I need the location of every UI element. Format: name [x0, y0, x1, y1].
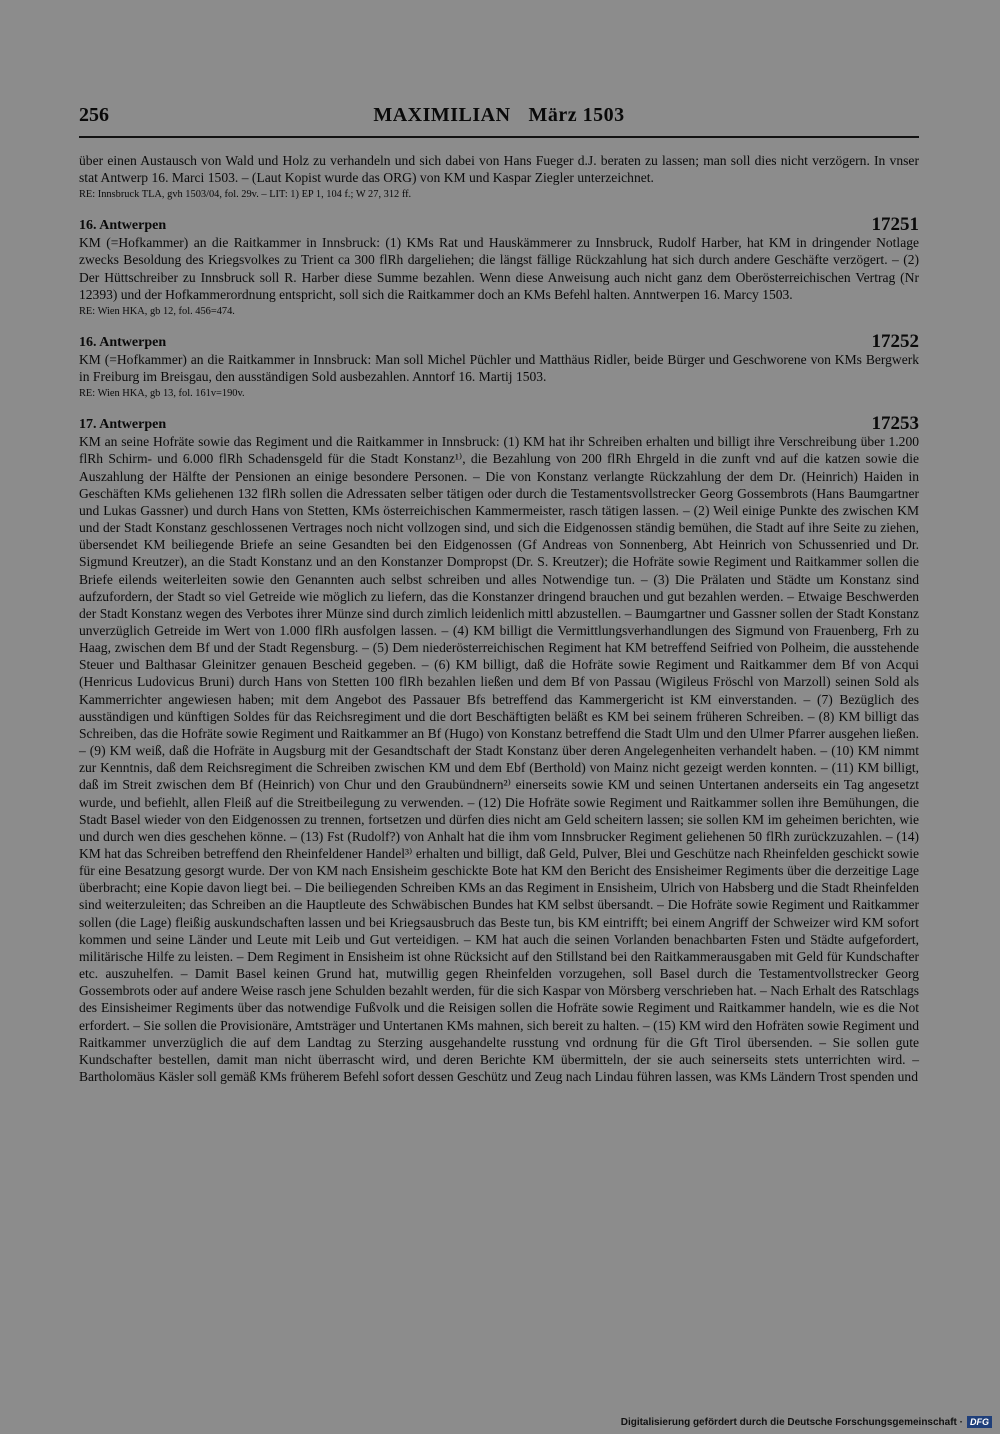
entry-17253	[79, 415, 919, 1085]
entry-date: 17. Antwerpen	[79, 417, 167, 433]
entry-heading	[79, 330, 919, 352]
entry-text: KM (=Hofkammer) an die Raitkammer in Innsbruck: Man soll Michel Püchler und Matthäus Ridler, beide Bürger und Geschworene von KMs Bergwerk in Freiburg im Breisgau, den ausständigen Sold ausbezahlen. Anntorf 16. Martij 1503.	[79, 351, 919, 385]
continuation-reference: RE: Innsbruck TLA, gvh 1503/04, fol. 29v. – LIT: 1) EP 1, 104 f.; W 27, 312 ff.	[79, 189, 412, 201]
running-header	[79, 104, 919, 138]
header-title: MAXIMILIAN	[373, 104, 511, 126]
continuation-text: über einen Austausch von Wald und Holz zu verhandeln und sich dabei von Hans Fueger d.J. beraten zu lassen; man soll dies nicht verzögern. In vnser stat Antwerp 16. Marci 1503. – (Laut Kopist wurde das ORG) von KM und Kaspar Ziegler unterzeichnet.	[79, 153, 919, 186]
page-number: 256	[79, 104, 109, 126]
entry-heading	[79, 415, 919, 433]
entry-date: 16. Antwerpen	[79, 334, 167, 350]
credit-text: Digitalisierung gefördert durch die Deutsche Forschungsgemeinschaft ·	[620, 1416, 963, 1428]
digitization-credit	[621, 1416, 992, 1428]
entry-17251	[79, 216, 919, 319]
entry-text: KM an seine Hofräte sowie das Regiment und die Raitkammer in Innsbruck: (1) KM hat ihr Schreiben erhalten und billigt ihre Verschreibung über 1.200 flRh Schirm- und 6.000 flRh Schadensgeld für die Stadt Konstanz¹⁾, die Bezahlung von 200 flRh Ehrgeld in die zunft vnd auf die katzen sowie die Auszahlung der Hälfte der Pensionen an einige besondere Personen. – Die von Konstanz verlangte Rückzahlung der dem Dr. (Heinrich) Haiden in Geschäften KMs geliehenen 132 flRh sollen die Adressaten selber tätigen oder durch die Testamentsvollstrecker Georg Gossembrots (Hans Baumgartner und Lukas Gassner) und durch Hans von Stetten, KMs österreichischen Kammermeister, rasch tätigen lassen. – (2) Weil einige Punkte des zwischen KM und der Stadt Konstanz geschlossenen Vertrages noch nicht vollzogen sind, und sich die Eidgenossen ständig bemühen, die Stadt auf ihre Seite zu ziehen, übersendet KM beiliegende Briefe an seine Gesandten bei den Eidgenossen (Gf Andreas von Sonnenberg, Abt Heinrich von Schussenried und Dr. Sigmund Kreutzer), an die Stadt Konstanz und an den Konstanzer Dompropst (Dr. S. Kreutzer); die Hofräte sowie Regiment und Raitkammer sollen die Briefe eilends weiterleiten sowie den Genannten auch selbst schreiben und alles Notwendige tun. – (3) Die Prälaten und Städte um Konstanz sind aufzufordern, der Stadt so viel Getreide wie möglich zu liefern, das die Konstanzer dringend brauchen und gut bezahlen werden. – Etwaige Beschwerden der Stadt Konstanz wegen des Verbotes ihrer Münze sind durch zimlich leidenlich mittl abzustellen. – Baumgartner und Gassner sollen der Stadt Konstanz unverzüglich Getreide im Wert von 1.000 flRh ausfolgen lassen. – (4) KM billigt die Vermittlungsverhandlungen des Sigmund von Frauenberg, Frh zu Haag, zwischen dem Bf und der Stadt Regensburg. – (5) Dem niederösterreichischen Regiment hat KM betreffend Seifried von Polheim, die ausstehende Steuer und Balthasar Gleinitzer genauen Bescheid gegeben. – (6) KM billigt, daß die Hofräte sowie Regiment und Raitkammer dem Bf von Acqui (Henricus Ludovicus Bruni) durch Hans von Stetten 100 flRh bezahlen ließen und dem Bf von Passau (Wigileus Fröschl von Marzoll) seinen Sold als Kammerrichter angewiesen haben; mit dem Angebot des Passauer Bfs betreffend das Kammergericht ist KM einverstanden. – (7) Bezüglich des ausständigen und künftigen Soldes für das Reichsregiment und die dort Beschäftigten beläßt es KM bei seinem früheren Schreiben. – (8) KM billigt das Schreiben, das die Hofräte sowie Regiment und Raitkammer an Bf (Hugo) von Konstanz betreffend die Stadt Ulm und den Ulmer Pfarrer ausgehen ließen. – (9) KM weiß, daß die Hofräte in Augsburg mit der Gesandtschaft der Stadt Konstanz über deren Angelegenheiten verhandelt haben. – (10) KM nimmt zur Kenntnis, daß dem Reichsregiment die Schreiben zwischen KM und dem Ebf (Berthold) von Mainz nicht gezeigt werden konnten. – (11) KM billigt, daß im Streit zwischen dem Bf (Heinrich) von Chur und den Graubündnern²⁾ einerseits sowie KM und seinen Untertanen anderseits ein Tag angesetzt wurde, und befiehlt, allen Fleiß auf die Streitbeilegung zu verwenden. – (12) Die Hofräte sowie Regiment und Raitkammer sollen ihre Bemühungen, die Stadt Basel wieder von den Eidgenossen zu trennen, fortsetzen und dürfen dies nicht am Geld scheitern lassen; sie sollen KM im geheimen berichten, wie und durch wen dies geschehen könne. – (13) Fst (Rudolf?) von Anhalt hat die ihm vom Innsbrucker Regiment geliehenen 50 flRh zurückzuzahlen. – (14) KM hat das Schreiben betreffend den Rheinfeldener Handel³⁾ erhalten und billigt, daß Geld, Pulver, Blei und Geschütze nach Rheinfelden geschickt sowie für eine Besatzung gesorgt wurde. Der von KM nach Ensisheim geschickte Bote hat KM den Bericht des Ensisheimer Regiments über die derzeitige Lage überbracht; eine Kopie davon liegt bei. – Die beiliegenden Schreiben KMs an das Regiment in Ensisheim, Ulrich von Habsberg und die Stadt Rheinfelden sind weiterzuleiten; das Schreiben an die Hauptleute des Schwäbischen Bundes hat KM selbst übersandt. – Die Hofräte sowie Regiment und Raitkammer sollen (die Lage) fleißig auskundschaften lassen und bei Kriegsausbruch das Beste tun, bis KM eintrifft; bei einem Angriff der Schweizer wird KM sofort kommen und seine Länder und Leute mit Leib und Gut verteidigen. – KM hat auch die seinen Vorlanden benachbarten Fsten und Städte aufgefordert, militärische Hilfe zu leisten. – Dem Regiment in Ensisheim ist ohne Rücksicht auf den Stillstand bei den Raitkammerausgaben mit Geld für Kundschafter etc. auszuhelfen. – Damit Basel keinen Grund hat, mutwillig gegen Rheinfelden vorzugehen, soll Basel durch die Testamentvollstrecker Georg Gossembrots oder auf andere Weise rasch jene Schulden bezahlt werden, für die sich Kaspar von Mörsberg verschrieben hat. – Nach Erhalt des Ratschlags des Einsisheimer Regiments über das notwendige Fußvolk und die Reisigen sollen die Hofräte sowie Regiment und Raitkammer handeln, wie es die Not erfordert. – Sie sollen die Provisionäre, Amtsträger und Untertanen KMs mahnen, sich bereit zu halten. – (15) KM wird den Hofräten sowie Regiment und Raitkammer unverzüglich die auf dem Landtag zu Sterzing ausgehandelte russtung vnd ordnung für die Gft Tirol übersenden. – Sie sollen gute Kundschafter bestellen, damit man nicht überrascht wird, und deren Berichte KM übermitteln, der sie auch seinerseits stets unterrichten wird. – Bartholomäus Käsler soll gemäß KMs früherem Befehl sofort dessen Geschütz und Zeug nach Lindau führen lassen, was KMs Ländern Trost spenden und	[79, 434, 919, 1085]
entry-text: KM (=Hofkammer) an die Raitkammer in Innsbruck: (1) KMs Rat und Hauskämmerer zu Innsbruck, Rudolf Harber, hat KM in dringender Notlage zwecks Besoldung des Kriegsvolkes zu Trient ca 300 flRh dargeliehen; die längst fällige Rückzahlung hat sich durch andere Geschäfte verzögert. – (2) Der Hüttschreiber zu Innsbruck soll R. Harber diese Summe bezahlen. Wenn diese Anweisung auch nicht ganz dem Oberösterreichischen Vertrag (Nr 12393) und der Hofkammerordnung entspricht, soll sich die Raitkammer doch an KMs Befehl halten. Anntwerpen 16. Marcy 1503.	[79, 235, 919, 302]
entry-17252	[79, 330, 919, 401]
entry-number: 17251	[871, 214, 919, 236]
header-date: März 1503	[528, 104, 625, 126]
entry-reference: RE: Wien HKA, gb 13, fol. 161v=190v.	[79, 388, 245, 400]
entry-date: 16. Antwerpen	[79, 218, 167, 234]
entry-heading	[79, 216, 919, 234]
continuation-block	[79, 152, 919, 202]
running-title	[79, 104, 919, 127]
entry-number: 17252	[871, 330, 919, 352]
entry-number: 17253	[871, 413, 919, 435]
document-page	[79, 104, 919, 1085]
entry-reference: RE: Wien HKA, gb 12, fol. 456=474.	[79, 305, 235, 317]
dfg-logo: DFG	[967, 1416, 992, 1428]
